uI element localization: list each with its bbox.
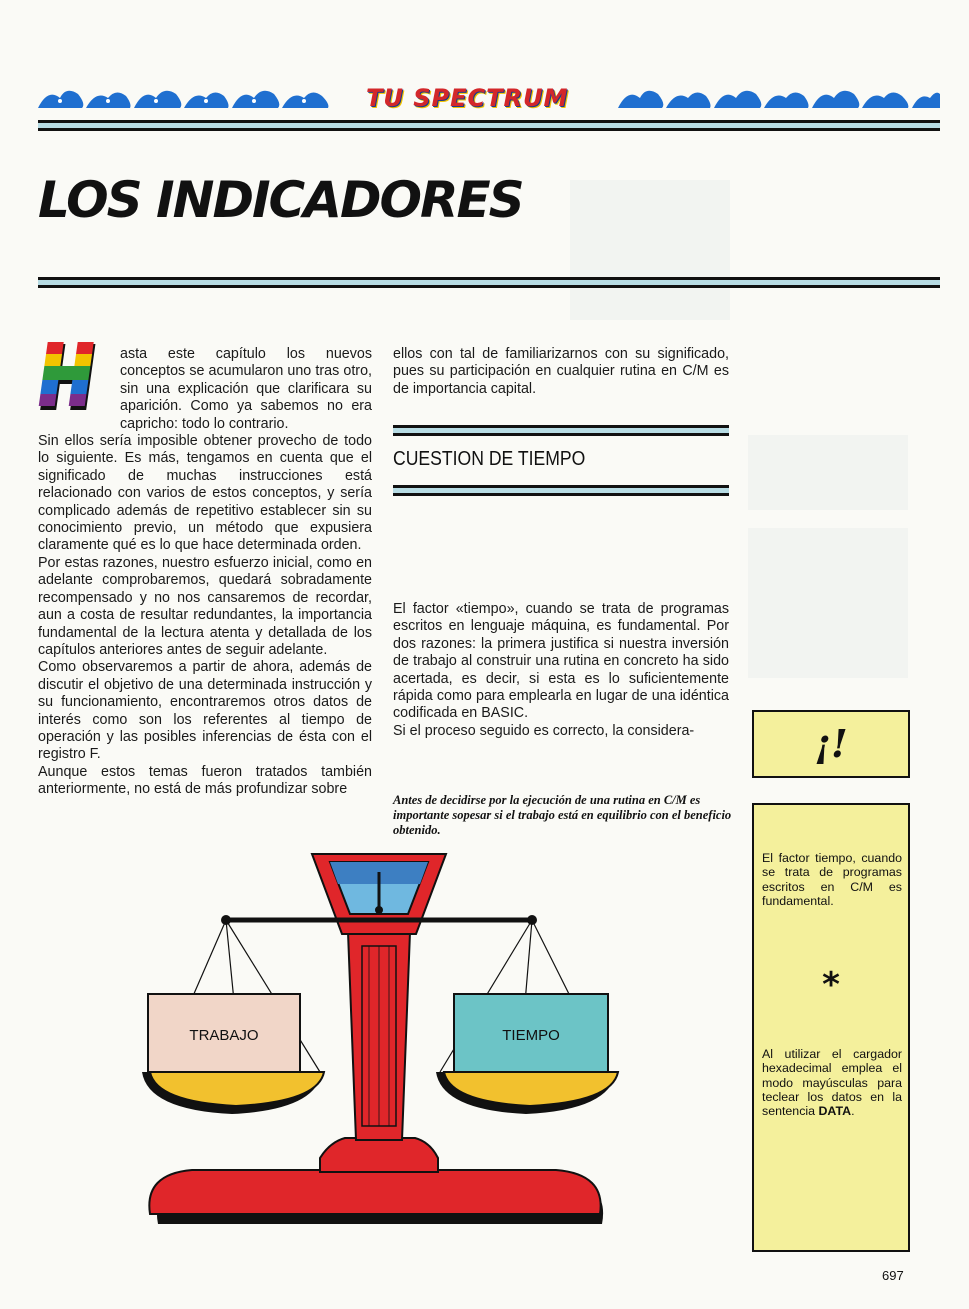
balance-scale-illustration	[140, 842, 620, 1262]
page-title: LOS INDICADORES	[38, 171, 523, 229]
series-title: TU SPECTRUM	[366, 84, 569, 112]
wave-icon	[38, 84, 338, 112]
wave-decoration-left	[38, 84, 338, 112]
tiempo-label: TIEMPO	[502, 1027, 560, 1044]
section-rule-top	[393, 425, 729, 436]
paragraph: Como observaremos a partir de ahora, además de discutir el objetivo de una determinada instrucción y su funcionamiento, encontraremos otros datos de interés como son los referentes al tiempo de operación y las posibles inferencias de ésta con el registro F.	[38, 659, 372, 763]
paragraph: Si el proceso seguido es correcto, la considera-	[393, 722, 695, 739]
paragraph: Sin ellos sería imposible obtener provecho de todo lo siguiente. Es más, tengamos en cuenta que el significado de muchas instrucciones está relacionado con varios de estos conceptos, y sería complicado además de repetitivo establecer sin su conocimiento previo, un método que expusiera claramente qué es lo que hace determinada orden.	[38, 433, 372, 554]
paragraph: Aunque estos temas fueron tratados también anteriormente, no está de más profundizar sobre	[38, 763, 372, 798]
asterisk-icon: *	[822, 965, 840, 1005]
show-through-panel	[748, 528, 908, 678]
header-rule	[38, 120, 940, 131]
section-heading: CUESTION DE TIEMPO	[393, 448, 586, 470]
show-through-panel	[748, 435, 908, 510]
sidebar-box	[752, 803, 910, 1252]
sidebar-keyword: DATA	[818, 1104, 852, 1119]
sidebar-note	[762, 1047, 902, 1118]
wave-icon	[618, 84, 940, 112]
paragraph: ellos con tal de familiarizarnos con su significado, pues su participación en cualquier rutina en C/M es de importancia capital.	[393, 346, 729, 397]
show-through-panel	[570, 180, 730, 320]
sidebar-note: El factor tiempo, cuando se trata de programas escritos en C/M es fundamental.	[762, 851, 902, 908]
scale-base	[149, 1170, 600, 1214]
right-column-mid	[393, 601, 729, 740]
title-rule	[38, 277, 940, 288]
paragraph: El factor «tiempo», cuando se trata de programas escritos en lenguaje máquina, es fundamental. Por dos razones: la primera justifica si nuestra inversión de trabajo al construir una rutina en concreto ha sido acertada, es decir, si esta es lo suficientemente rápida como para emplearla en lugar de una idéntica codificada en BASIC.	[393, 601, 729, 722]
page-number: 697	[882, 1268, 904, 1283]
scale-foot	[320, 1138, 438, 1172]
figure-caption: Antes de decidirse por la ejecución de una rutina en C/M es importante sopesar si el trabajo está en equilibrio con el beneficio obtenido.	[393, 793, 732, 837]
wave-decoration-right	[618, 84, 940, 112]
section-rule-bottom	[393, 485, 729, 496]
right-column-top	[393, 346, 729, 398]
paragraph: asta este capítulo los nuevos conceptos se acumularon uno tras otro, sin una explicación que clarificara su aparición. Como ya sabemos no era capricho: todo lo contrario.	[120, 346, 372, 432]
sidebar-note-end: .	[851, 1104, 855, 1119]
left-column	[38, 346, 372, 799]
trabajo-label: TRABAJO	[189, 1027, 259, 1044]
sidebar-note-text: Al utilizar el cargador hexadecimal emplea el modo mayúsculas para teclear los datos en la sentencia	[762, 1047, 902, 1119]
sidebar-header: ¡!	[752, 710, 910, 778]
paragraph: Por estas razones, nuestro esfuerzo inicial, como en adelante comprobaremos, quedará sobradamente recompensado y no nos cansaremos de recordar, aun a costa de resultar redundantes, la importancia fundamental de la lectura atenta y detallada de los capítulos anteriores antes de seguir adelante.	[38, 554, 372, 658]
